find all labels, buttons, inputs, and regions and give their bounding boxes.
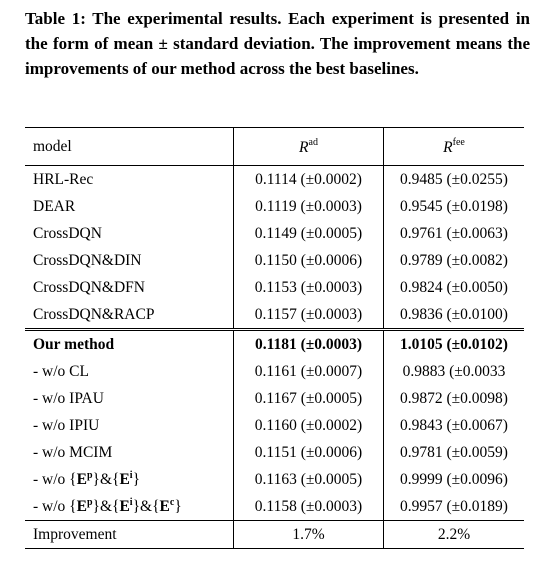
rfee-value: 0.9824 (±0.0050) <box>384 274 525 301</box>
rfee-value: 1.0105 (±0.0102) <box>384 330 525 359</box>
rad-value: 0.1157 (±0.0003) <box>234 301 384 330</box>
rfee-value: 0.9485 (±0.0255) <box>384 166 525 194</box>
rad-value: 0.1114 (±0.0002) <box>234 166 384 194</box>
rfee-value: 0.9789 (±0.0082) <box>384 247 525 274</box>
table-row <box>25 358 524 385</box>
model-name: - w/o IPAU <box>33 389 104 407</box>
rad-value: 0.1149 (±0.0005) <box>234 220 384 247</box>
model-name: CrossDQN&DFN <box>33 278 145 296</box>
rad-value: 0.1163 (±0.0005) <box>234 466 384 493</box>
rfee-value: 0.9545 (±0.0198) <box>384 193 525 220</box>
rad-improvement: 1.7% <box>234 521 384 549</box>
model-name: CrossDQN&DIN <box>33 251 142 269</box>
table-row <box>25 220 524 247</box>
table-row <box>25 166 524 194</box>
rfee-value: 0.9781 (±0.0059) <box>384 439 525 466</box>
rfee-value: 0.9761 (±0.0063) <box>384 220 525 247</box>
table-row <box>25 301 524 330</box>
rad-value: 0.1150 (±0.0006) <box>234 247 384 274</box>
model-name: Our method <box>25 330 234 359</box>
rad-value: 0.1158 (±0.0003) <box>234 493 384 521</box>
table-row <box>25 385 524 412</box>
table-row <box>25 412 524 439</box>
rfee-value: 0.9872 (±0.0098) <box>384 385 525 412</box>
rad-value: 0.1160 (±0.0002) <box>234 412 384 439</box>
rfee-value: 0.9843 (±0.0067) <box>384 412 525 439</box>
model-name: - w/o IPIU <box>33 416 100 434</box>
model-name: CrossDQN <box>33 224 102 242</box>
results-table <box>25 127 524 549</box>
rad-value: 0.1161 (±0.0007) <box>234 358 384 385</box>
model-name: - w/o MCIM <box>33 443 113 461</box>
header-rfee: $R^{fee}$ <box>384 128 525 166</box>
rfee-value: 0.9836 (±0.0100) <box>384 301 525 330</box>
rad-value: 0.1181 (±0.0003) <box>234 330 384 359</box>
table-row <box>25 466 524 493</box>
table-row <box>25 247 524 274</box>
model-name: HRL-Rec <box>25 166 234 194</box>
rad-value: 0.1119 (±0.0003) <box>234 193 384 220</box>
table-caption: Table 1: The experimental results. Each experiment is presented in the form of mean ± standard deviation. The improvement means the improvements of our method across the best baselines. <box>25 9 530 78</box>
improvement-label: Improvement <box>25 521 234 549</box>
rad-value: 0.1151 (±0.0006) <box>234 439 384 466</box>
model-name: - w/o $\{E^p\}\&\{E^i\}\&\{E^c\}$ <box>33 497 182 515</box>
table-row <box>25 193 524 220</box>
header-model: model <box>25 128 234 166</box>
rfee-improvement: 2.2% <box>384 521 525 549</box>
table-row <box>25 274 524 301</box>
rfee-value: 0.9999 (±0.0096) <box>384 466 525 493</box>
rfee-value: 0.9883 (±0.0033 <box>384 358 525 385</box>
rfee-value: 0.9957 (±0.0189) <box>384 493 525 521</box>
model-name: - w/o $\{E^p\}\&\{E^i\}$ <box>33 470 141 488</box>
rad-value: 0.1167 (±0.0005) <box>234 385 384 412</box>
model-name: CrossDQN&RACP <box>33 305 155 323</box>
table-row-our-method <box>25 330 524 359</box>
model-name: - w/o CL <box>33 362 89 380</box>
table-header-row <box>25 128 524 166</box>
table-row <box>25 439 524 466</box>
table-row <box>25 493 524 521</box>
table-row-improvement <box>25 521 524 549</box>
header-rad: $R^{ad}$ <box>234 128 384 166</box>
model-name: DEAR <box>33 197 76 215</box>
rad-value: 0.1153 (±0.0003) <box>234 274 384 301</box>
